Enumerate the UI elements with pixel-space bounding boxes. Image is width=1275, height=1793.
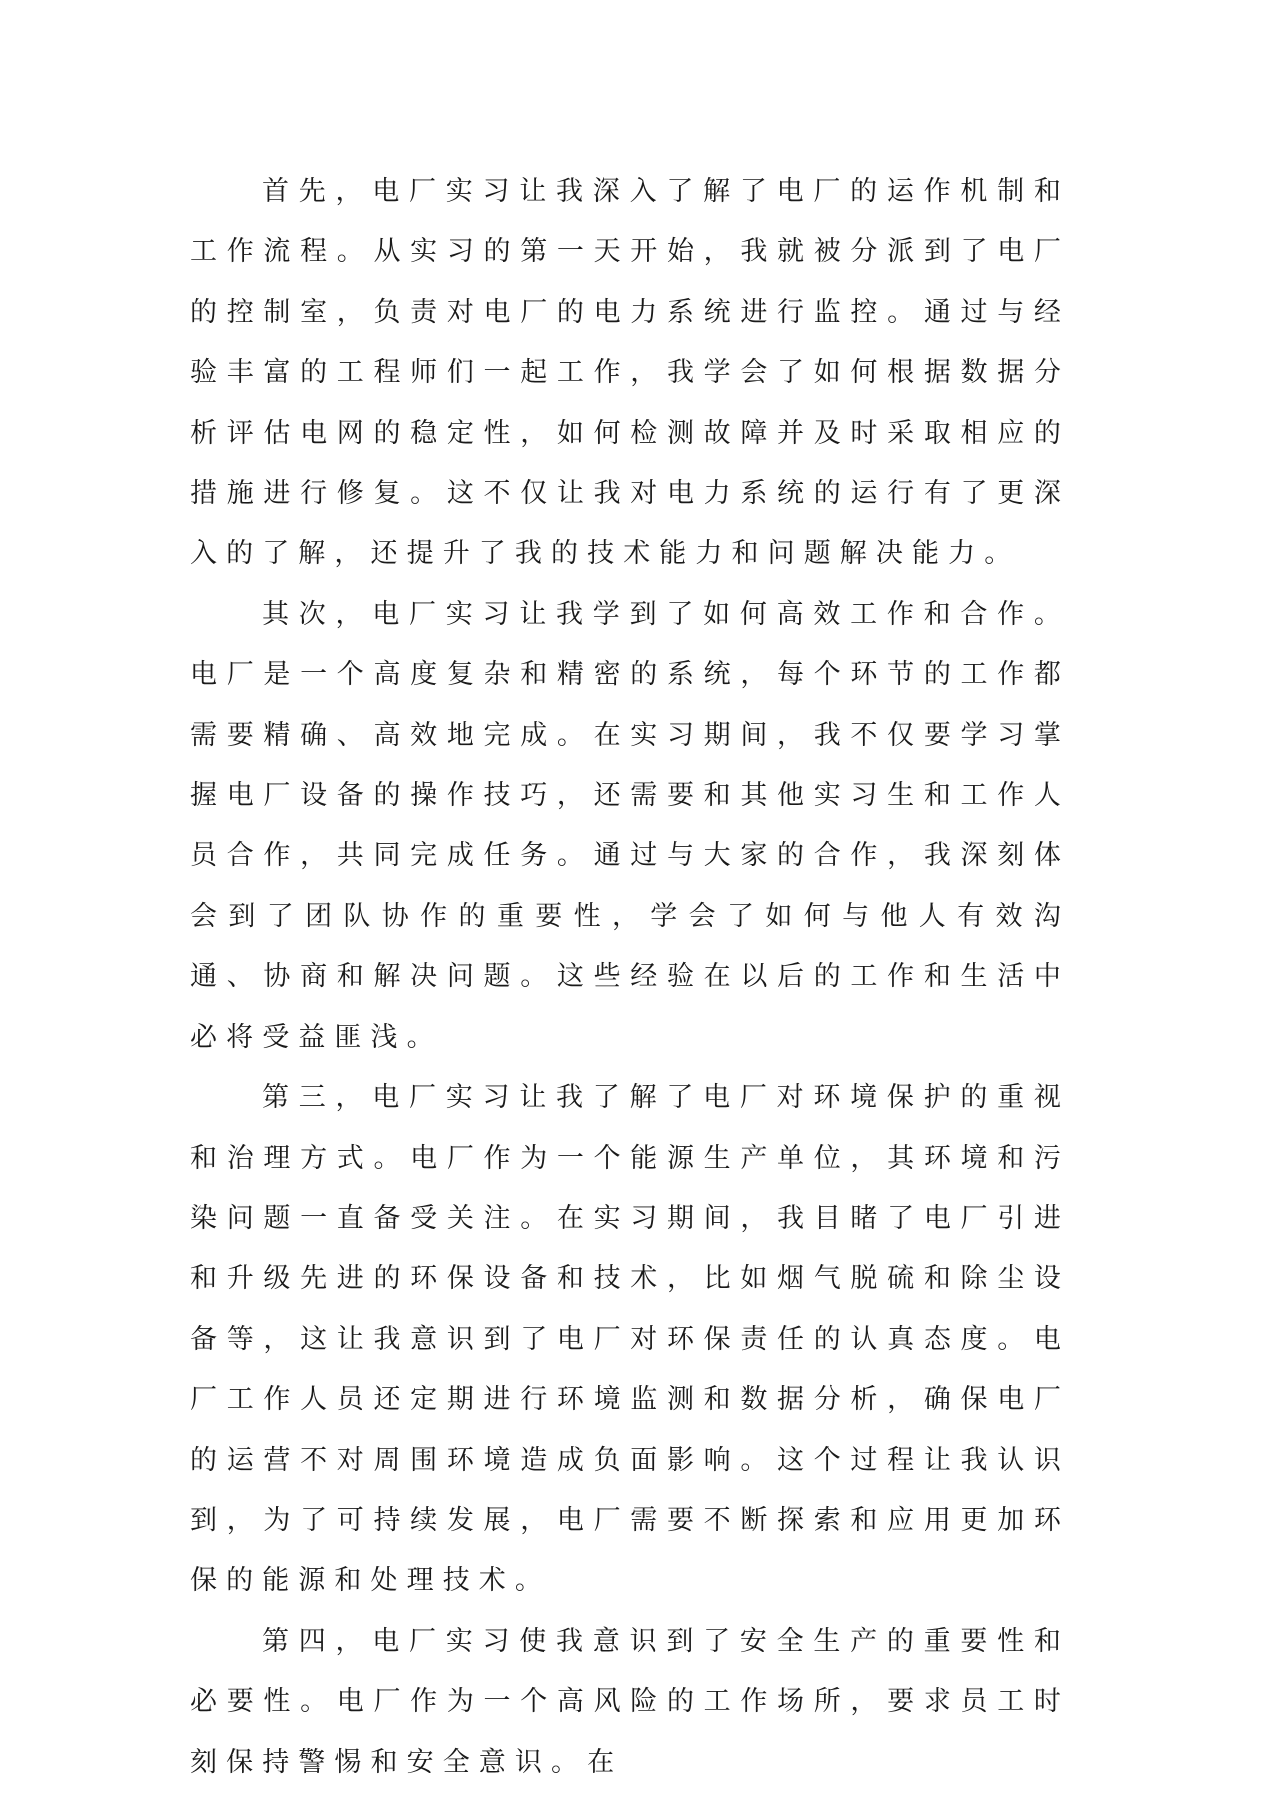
- paragraph-fourth: 第四，电厂实习使我意识到了安全生产的重要性和必要性。电厂作为一个高风险的工作场所，要求员工时刻保持警惕和安全意识。在: [190, 1625, 1070, 1778]
- paragraph-third: 第三，电厂实习让我了解了电厂对环境保护的重视和治理方式。电厂作为一个能源生产单位，其环境和污染问题一直备受关注。在实习期间，我目睹了电厂引进和升级先进的环保设备和技术，比如烟气脱硫和除尘设备等，这让我意识到了电厂对环保责任的认真态度。电厂工作人员还定期进行环境监测和数据分析，确保电厂的运营不对周围环境造成负面影响。这个过程让我认识到，为了可持续发展，电厂需要不断探索和应用更加环保的能源和处理技术。: [190, 1082, 1070, 1597]
- paragraph-first: 首先，电厂实习让我深入了解了电厂的运作机制和工作流程。从实习的第一天开始，我就被分派到了电厂的控制室，负责对电厂的电力系统进行监控。通过与经验丰富的工程师们一起工作，我学会了如何根据数据分析评估电网的稳定性，如何检测故障并及时采取相应的措施进行修复。这不仅让我对电力系统的运行有了更深入的了解，还提升了我的技术能力和问题解决能力。: [190, 176, 1070, 570]
- paragraph-second: 其次，电厂实习让我学到了如何高效工作和合作。电厂是一个高度复杂和精密的系统，每个环节的工作都需要精确、高效地完成。在实习期间，我不仅要学习掌握电厂设备的操作技巧，还需要和其他实习生和工作人员合作，共同完成任务。通过与大家的合作，我深刻体会到了团队协作的重要性，学会了如何与他人有效沟通、协商和解决问题。这些经验在以后的工作和生活中必将受益匪浅。: [190, 598, 1070, 1053]
- document-body: [190, 162, 1070, 1793]
